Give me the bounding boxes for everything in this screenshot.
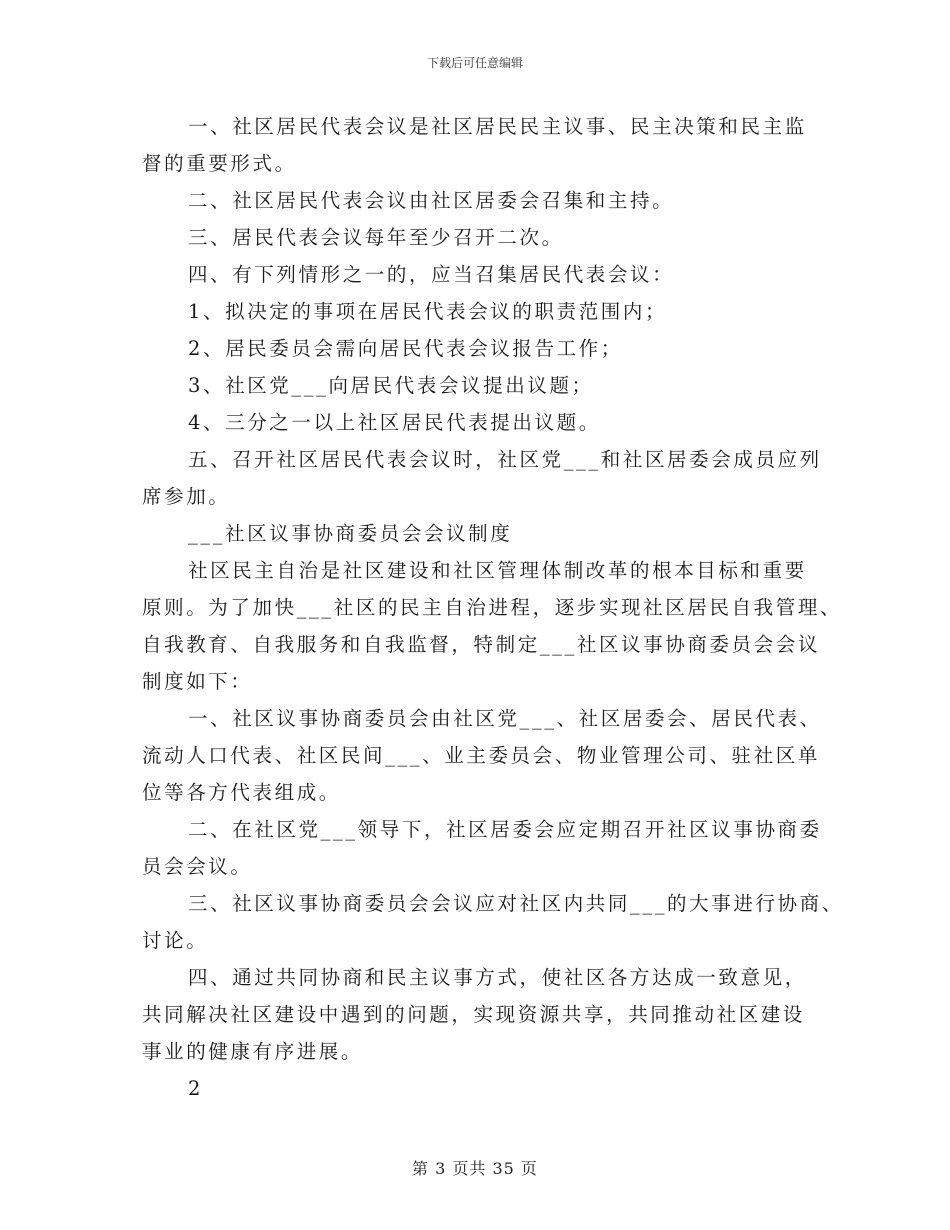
text-line: 3、社区党___向居民代表会议提出议题； [188,374,594,397]
text-line: 流动人口代表、社区民间___、业主委员会、物业管理公司、驻社区单 [142,744,820,767]
text-line: 二、社区居民代表会议由社区居委会召集和主持。 [188,189,675,212]
text-line: 四、有下列情形之一的，应当召集居民代表会议： [188,263,675,286]
text-line: 二、在社区党___领导下，社区居委会应定期召开社区议事协商委 [188,818,822,841]
text-line: 席参加。 [142,485,231,508]
text-line: 2 [188,1077,204,1100]
text-line: 共同解决社区建设中遇到的问题，实现资源共享，共同推动社区建设 [142,1003,806,1026]
section-title: ___社区议事协商委员会会议制度 [188,522,513,545]
text-line: 原则。为了加快___社区的民主自治进程，逐步实现社区居民自我管理、 [142,596,843,619]
text-line: 员会会议。 [142,855,253,878]
text-line: 社区民主自治是社区建设和社区管理体制改革的根本目标和重要 [188,559,807,582]
page-footer: 第 3 页共 35 页 [412,1159,538,1178]
text-line: 一、社区居民代表会议是社区居民民主议事、民主决策和民主监 [188,115,807,138]
text-line: 三、居民代表会议每年至少召开二次。 [188,226,564,249]
text-line: 事业的健康有序进展。 [142,1040,364,1063]
text-line: 三、社区议事协商委员会会议应对社区内共同___的大事进行协商、 [188,892,844,915]
text-line: 1、拟决定的事项在居民代表会议的职责范围内； [188,300,668,323]
text-line: 五、召开社区居民代表会议时，社区党___和社区居委会成员应列 [188,448,822,471]
text-line: 讨论。 [142,929,209,952]
text-line: 一、社区议事协商委员会由社区党___、社区居委会、居民代表、 [188,707,822,730]
text-line: 4、三分之一以上社区居民代表提出议题。 [188,411,601,434]
text-line: 四、通过共同协商和民主议事方式，使社区各方达成一致意见， [188,966,807,989]
document-body [142,108,844,1107]
text-line: 位等各方代表组成。 [142,781,341,804]
text-line: 制度如下： [142,670,253,693]
text-line: 2、居民委员会需向居民代表会议报告工作； [188,337,623,360]
page-header: 下载后可任意编辑 [426,56,523,70]
text-line: 自我教育、自我服务和自我监督，特制定___社区议事协商委员会会议 [142,633,820,656]
text-line: 督的重要形式。 [142,152,297,175]
